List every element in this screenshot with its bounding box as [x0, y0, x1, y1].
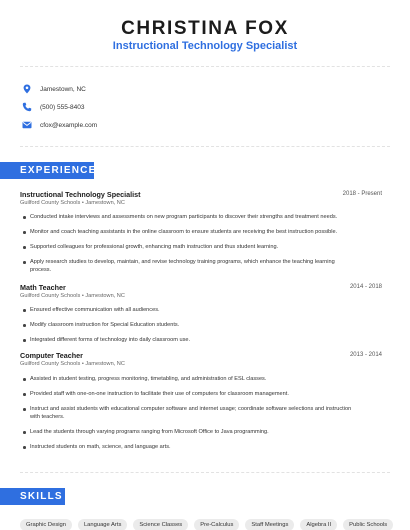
job-dates: 2018 - Present — [342, 191, 382, 197]
bullet-item: Integrated different forms of technology into daily classroom use. — [22, 336, 362, 344]
contact-email[interactable] — [22, 118, 97, 132]
divider — [20, 66, 390, 67]
job-organization: Guilford County Schools • Jamestown, NC — [20, 200, 125, 206]
contact-location — [22, 82, 86, 96]
divider — [20, 146, 390, 147]
bullet-item: Ensured effective communication with all audiences. — [22, 306, 362, 314]
bullet-item: Modify classroom instruction for Special Education students. — [22, 321, 362, 329]
job-dates: 2014 - 2018 — [349, 284, 382, 290]
divider — [20, 472, 390, 473]
bullet-item: Instruct and assist students with educational computer software and internet usage; coordinate software selections and instruction with teachers. — [22, 405, 352, 421]
skill-chip: Language Arts — [78, 519, 127, 530]
contact-phone[interactable] — [22, 100, 84, 114]
experience-heading-text: EXPERIENCE — [20, 165, 97, 176]
job-bullets — [22, 375, 362, 451]
experience-heading — [0, 162, 97, 179]
email-icon — [22, 120, 32, 130]
job-title: Math Teacher — [20, 283, 66, 292]
bullet-item: Assisted in student testing, progress monitoring, timetabling, and administration of ESL classes. — [22, 375, 362, 383]
bullet-item: Monitor and coach teaching assistants in the online classroom to ensure students are receiving the best instruction possible. — [22, 228, 362, 236]
contact-email-text: cfox@example.com — [40, 121, 98, 129]
job-bullets — [22, 213, 362, 274]
bullet-item: Instructed students on math, science, and language arts. — [22, 443, 362, 451]
contact-location-text: Jamestown, NC — [40, 85, 86, 93]
skills-heading-text: SKILLS — [20, 491, 63, 502]
candidate-name: CHRISTINA FOX — [121, 18, 289, 39]
skill-chip: Staff Meetings — [245, 519, 294, 530]
job-dates: 2013 - 2014 — [349, 352, 382, 358]
skill-chip: Public Schools — [343, 519, 393, 530]
contact-phone-text: (500) 555-8403 — [40, 103, 85, 111]
skill-chip: Graphic Design — [20, 519, 72, 530]
location-pin-icon — [22, 84, 32, 94]
phone-icon — [22, 102, 32, 112]
skills-list — [20, 519, 393, 530]
job-bullets — [22, 306, 362, 344]
bullet-item: Apply research studies to develop, maintain, and revise technology training programs, which enhance the teaching learning process. — [22, 258, 357, 274]
bullet-item: Provided staff with one-on-one instruction to facilitate their use of computers for classroom management. — [22, 390, 362, 398]
candidate-role: Instructional Technology Specialist — [112, 40, 298, 52]
skill-chip: Science Classes — [133, 519, 188, 530]
bullet-item: Supported colleagues for professional growth, enhancing math instruction and thus student learning. — [22, 243, 362, 251]
job-organization: Guilford County Schools • Jamestown, NC — [20, 293, 125, 299]
job-title: Instructional Technology Specialist — [20, 190, 141, 199]
job-title: Computer Teacher — [20, 351, 83, 360]
bullet-item: Conducted intake interviews and assessments on new program participants to discover their strengths and treatment needs. — [22, 213, 362, 221]
skill-chip: Pre-Calculus — [194, 519, 239, 530]
job-organization: Guilford County Schools • Jamestown, NC — [20, 361, 125, 367]
skill-chip: Algebra II — [300, 519, 337, 530]
skills-heading — [0, 488, 65, 505]
bullet-item: Lead the students through varying programs ranging from Microsoft Office to Java programming. — [22, 428, 362, 436]
